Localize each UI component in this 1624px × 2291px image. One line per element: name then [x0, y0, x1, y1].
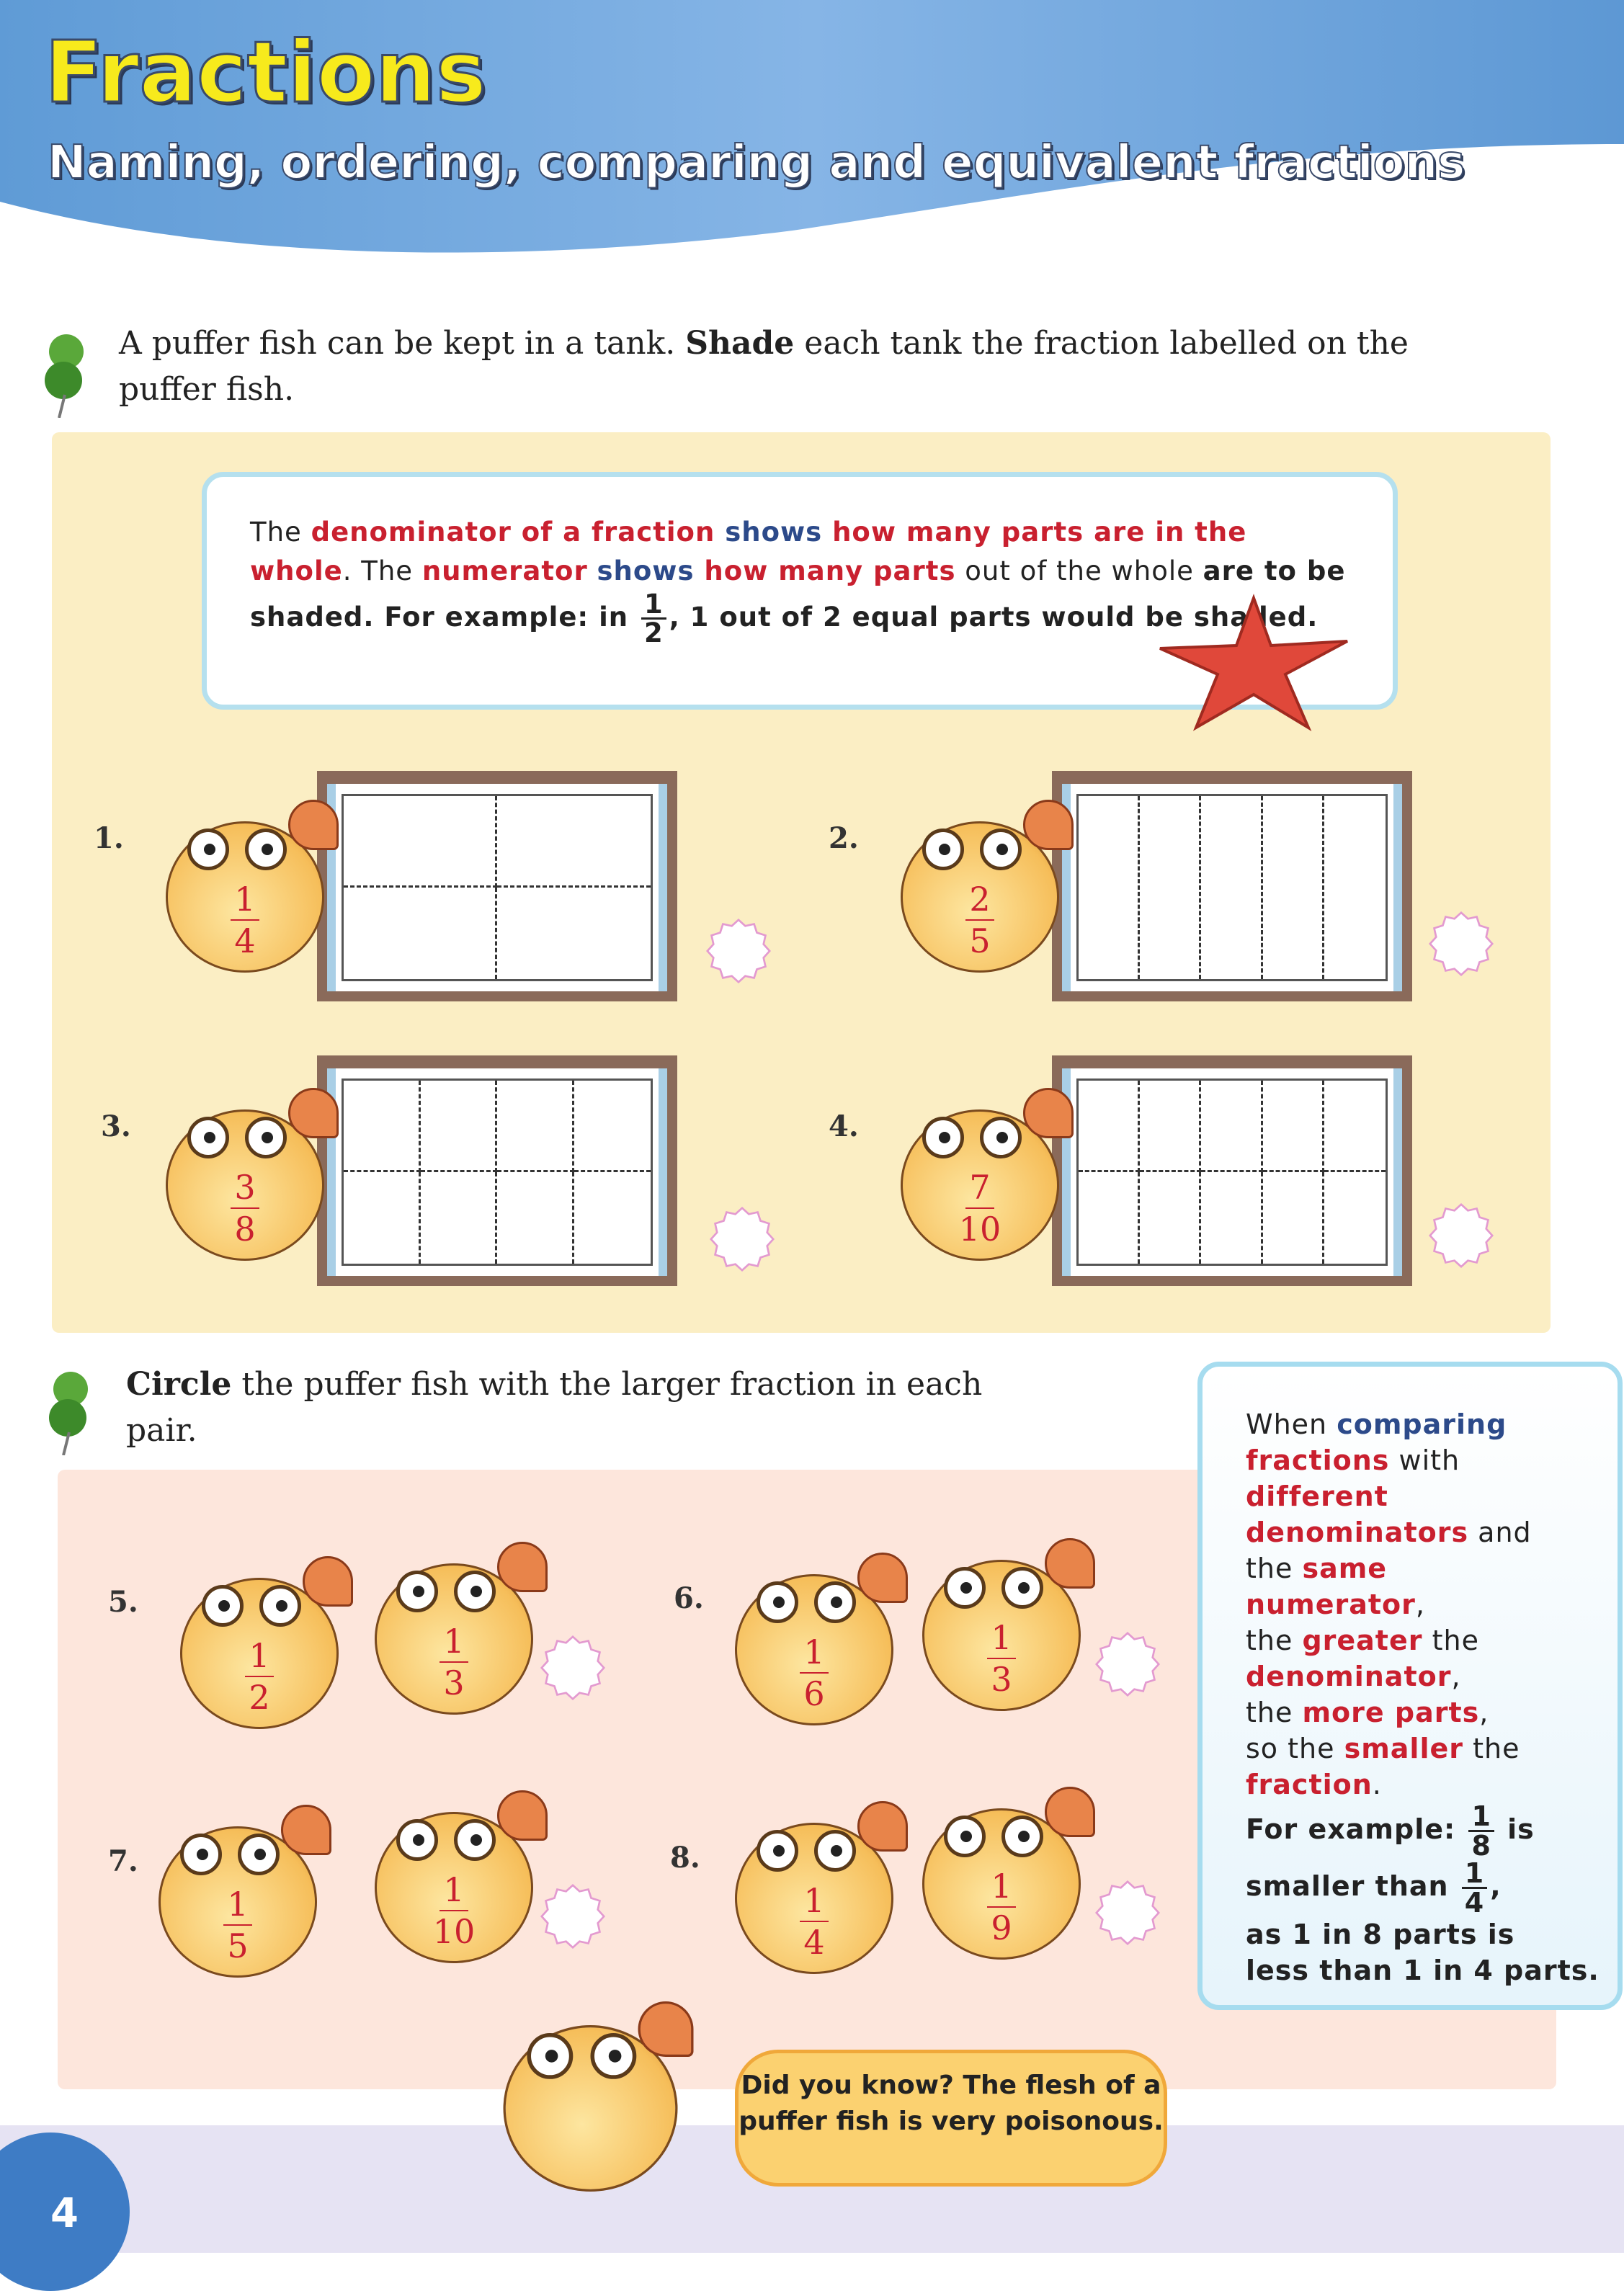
tank-section[interactable] — [421, 1172, 498, 1264]
fish-eye — [922, 829, 964, 870]
fish-fin — [857, 1553, 908, 1603]
fish-fraction — [944, 879, 1016, 961]
tank-section[interactable] — [421, 1081, 498, 1172]
fraction-denominator: 10 — [432, 1912, 476, 1951]
tank-section[interactable] — [1324, 796, 1386, 979]
fraction-numerator: 3 — [231, 1167, 259, 1209]
fish-tank — [317, 1055, 677, 1286]
fish-fin — [288, 1088, 339, 1138]
puffer-fish[interactable] — [922, 1787, 1088, 1960]
tank-grid[interactable] — [342, 1078, 653, 1266]
fish-eye — [202, 1585, 244, 1627]
fish-eye — [238, 1834, 280, 1875]
fraction-numerator: 1 — [231, 879, 259, 921]
fraction-denominator: 6 — [803, 1674, 825, 1713]
fish-eye — [980, 1117, 1022, 1158]
tip-box: When comparing fractions with different denominators and the same numerator, the greater the denominator, the more parts, so the smaller the fraction. For example: $\frac{1}{8}$ is smaller than $\frac{1}{4}$ , as 1 in 8 parts is less than 1 in 4 parts. — [1197, 1362, 1623, 2010]
fish-fin — [497, 1542, 548, 1592]
fish-tank — [1052, 1055, 1412, 1286]
tank-section[interactable] — [344, 1172, 421, 1264]
page-title: Fractions — [45, 22, 486, 122]
instruction-2: Circle the puffer fish with the larger fraction in each pair. — [126, 1366, 983, 1449]
fraction-numerator: 1 — [245, 1635, 274, 1677]
exercise-number: 6. — [674, 1581, 704, 1615]
fish-eye — [180, 1834, 222, 1875]
fraction-numerator: 7 — [965, 1167, 994, 1209]
answer-star-badge[interactable] — [1095, 1880, 1160, 1945]
fish-eye — [245, 1117, 287, 1158]
tank-grid[interactable] — [342, 794, 653, 981]
tank-section[interactable] — [1263, 1172, 1324, 1264]
exercise-number: 1. — [94, 821, 124, 855]
tank-section[interactable] — [1140, 796, 1201, 979]
fraction-numerator: 1 — [800, 1880, 829, 1922]
fraction-numerator: 1 — [223, 1884, 252, 1926]
fish-fin — [1045, 1787, 1095, 1837]
fish-fraction — [202, 1884, 274, 1966]
fish-fraction — [944, 1167, 1016, 1249]
instruction-1: A puffer fish can be kept in a tank. Shade each tank the fraction labelled on the puffer fish. — [119, 325, 1409, 408]
fraction-denominator: 5 — [969, 921, 991, 960]
fraction-numerator: 1 — [987, 1617, 1016, 1659]
fish-fraction — [418, 1870, 490, 1952]
fraction-denominator: 8 — [234, 1210, 256, 1249]
tank-section[interactable] — [1079, 796, 1140, 979]
exercise-number: 3. — [101, 1109, 131, 1143]
fish-fraction — [965, 1617, 1038, 1700]
answer-star-badge[interactable] — [1095, 1632, 1160, 1697]
tank-section[interactable] — [1079, 1081, 1140, 1172]
tank-section[interactable] — [1201, 796, 1262, 979]
fish-eye — [757, 1581, 798, 1623]
tank-section[interactable] — [1140, 1172, 1201, 1264]
exercise-number: 2. — [829, 821, 859, 855]
fish-tank — [317, 771, 677, 1001]
fish-fin — [1023, 800, 1074, 850]
fraction-numerator: 1 — [800, 1632, 829, 1674]
answer-star-badge[interactable] — [1429, 1203, 1494, 1268]
fish-fraction — [418, 1621, 490, 1703]
answer-star-badge[interactable] — [540, 1884, 605, 1949]
tank-section[interactable] — [1324, 1172, 1386, 1264]
page-number: 4 — [0, 2133, 130, 2291]
puffer-fish-mascot — [504, 2001, 686, 2192]
puffer-fish[interactable] — [375, 1790, 540, 1963]
fish-fin — [1023, 1088, 1074, 1138]
tank-section[interactable] — [497, 888, 651, 979]
fish-fin — [303, 1556, 353, 1607]
puffer-fish[interactable] — [180, 1556, 346, 1729]
fraction-numerator: 1 — [440, 1870, 468, 1911]
fish-fin — [857, 1801, 908, 1852]
tank-section[interactable] — [344, 796, 497, 888]
pin-icon — [49, 1369, 92, 1455]
fish-eye — [245, 829, 287, 870]
puffer-fish[interactable] — [922, 1538, 1088, 1711]
fish-tank — [1052, 771, 1412, 1001]
tank-section[interactable] — [1201, 1172, 1262, 1264]
fish-eye — [187, 829, 229, 870]
fraction-denominator: 9 — [991, 1908, 1012, 1947]
fish-fraction — [209, 1167, 281, 1249]
fraction-one-quarter: $\frac{1}{4}$ — [1462, 1859, 1487, 1916]
tank-section[interactable] — [1140, 1081, 1201, 1172]
fish-eye — [396, 1571, 438, 1612]
tank-section[interactable] — [344, 888, 497, 979]
tank-section[interactable] — [1079, 1172, 1140, 1264]
tank-section[interactable] — [344, 1081, 421, 1172]
fraction-denominator: 2 — [249, 1678, 270, 1717]
tank-section[interactable] — [1263, 796, 1324, 979]
fish-eye — [187, 1117, 229, 1158]
fish-eye — [922, 1117, 964, 1158]
fraction-one-eighth: $\frac{1}{8}$ — [1468, 1803, 1494, 1859]
fraction-denominator: 5 — [227, 1926, 249, 1965]
fish-eye — [944, 1567, 986, 1609]
fish-eye — [396, 1819, 438, 1861]
exercise-number: 4. — [829, 1109, 859, 1143]
fish-eye — [454, 1819, 496, 1861]
puffer-fish — [166, 1088, 331, 1261]
tank-section[interactable] — [1324, 1081, 1386, 1172]
fraction-example: $\frac{1}{2}$ — [641, 591, 666, 646]
answer-star-badge[interactable] — [1429, 911, 1494, 976]
tank-section[interactable] — [497, 1172, 574, 1264]
tank-section[interactable] — [497, 796, 651, 888]
fish-eye — [814, 1830, 856, 1872]
tank-section[interactable] — [1201, 1081, 1262, 1172]
page-subtitle: Naming, ordering, comparing and equivalent fractions — [48, 136, 1465, 189]
fish-fin — [288, 800, 339, 850]
tank-section[interactable] — [574, 1081, 651, 1172]
fish-eye — [454, 1571, 496, 1612]
puffer-fish — [166, 800, 331, 973]
exercise-number: 5. — [108, 1585, 138, 1619]
fish-eye — [259, 1585, 301, 1627]
exercise-number: 8. — [670, 1841, 700, 1875]
pin-icon — [45, 331, 88, 418]
fraction-denominator: 3 — [991, 1660, 1012, 1699]
fish-fraction — [223, 1635, 295, 1718]
puffer-fish — [901, 1088, 1066, 1261]
tank-grid[interactable] — [1076, 794, 1388, 981]
fish-eye — [980, 829, 1022, 870]
exercise-number: 7. — [108, 1844, 138, 1878]
answer-star-badge[interactable] — [540, 1635, 605, 1700]
fish-fin — [497, 1790, 548, 1841]
starfish-icon — [1153, 591, 1355, 735]
fish-eye — [1001, 1816, 1043, 1857]
fraction-denominator: 3 — [443, 1663, 465, 1702]
tank-section[interactable] — [574, 1172, 651, 1264]
fish-fraction — [965, 1866, 1038, 1948]
fraction-numerator: 1 — [987, 1866, 1016, 1908]
fish-fraction — [778, 1632, 850, 1714]
puffer-fish — [901, 800, 1066, 973]
fish-fin — [1045, 1538, 1095, 1589]
fish-eye — [814, 1581, 856, 1623]
did-you-know-bubble: Did you know? The flesh of a puffer fish is very poisonous. — [735, 2050, 1167, 2187]
puffer-fish[interactable] — [159, 1805, 324, 1978]
puffer-fish[interactable] — [735, 1553, 901, 1725]
answer-star-badge[interactable] — [710, 1207, 775, 1272]
tank-grid[interactable] — [1076, 1078, 1388, 1266]
fish-eye — [1001, 1567, 1043, 1609]
tank-section[interactable] — [1263, 1081, 1324, 1172]
fish-eye — [944, 1816, 986, 1857]
puffer-fish[interactable] — [735, 1801, 901, 1974]
fish-fraction — [778, 1880, 850, 1962]
fraction-denominator: 10 — [958, 1210, 1001, 1249]
fraction-denominator: 4 — [234, 921, 256, 960]
info-box: The denominator of a fraction shows how many parts are in the whole. The numerator shows how many parts out of the whole are to be shaded. For example: in $\frac{1}{2}$ , 1 out of 2 equal parts would be shaded. — [202, 472, 1398, 710]
fraction-denominator: 4 — [803, 1923, 825, 1962]
fraction-numerator: 1 — [440, 1621, 468, 1663]
fraction-numerator: 2 — [965, 879, 994, 921]
fish-fraction — [209, 879, 281, 961]
fish-fin — [281, 1805, 331, 1855]
answer-star-badge[interactable] — [706, 919, 771, 983]
fish-eye — [757, 1830, 798, 1872]
tank-section[interactable] — [497, 1081, 574, 1172]
puffer-fish[interactable] — [375, 1542, 540, 1715]
